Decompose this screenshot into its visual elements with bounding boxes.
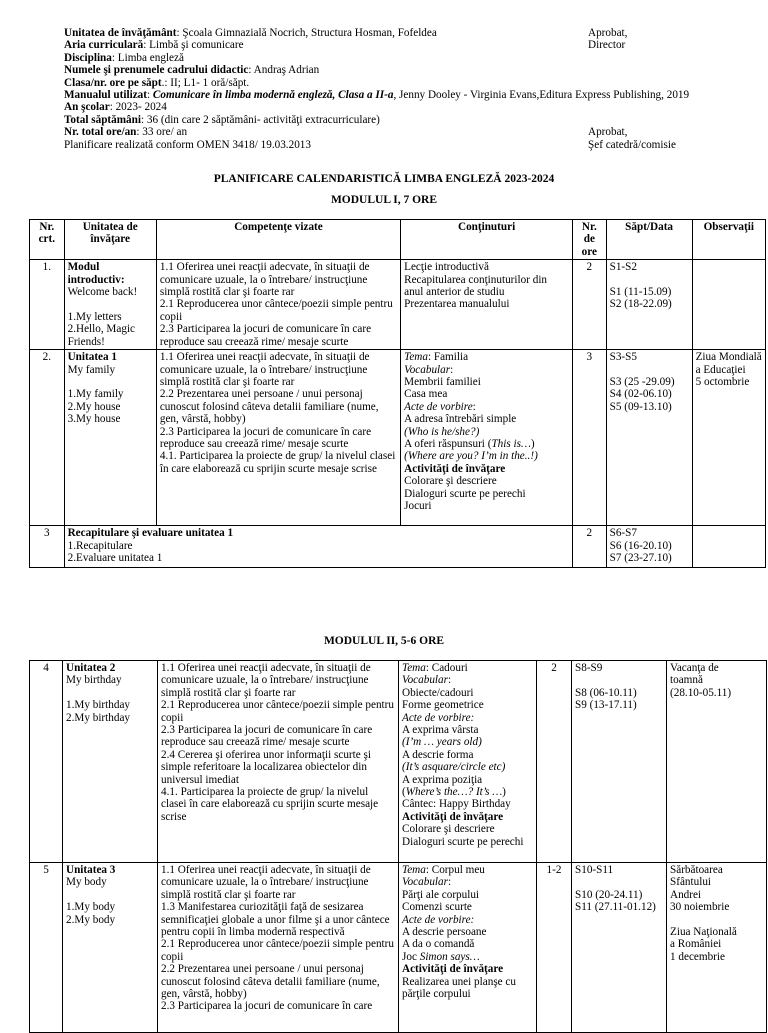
row-unit: Modul introductiv: Welcome back! 1.My letters 2.Hello, Magic Friends! [64,260,156,350]
row-observations: Sărbătoarea Sfântului Andrei 30 noiembrie Ziua Naţională a României 1 decembrie [667,863,767,1033]
row-unit: Unitatea 1 My family 1.My family 2.My house 3.My house [64,350,156,526]
table-row [30,863,767,1033]
header-line-teacher: Numele şi prenumele cadrului didactic: Andraş Adrian [64,64,320,77]
table-row [30,350,766,526]
module2-table [29,660,767,1033]
row-observations [692,526,765,568]
row-hours: 1-2 [537,863,572,1033]
approved-head-1: Aprobat, [588,126,628,139]
col-header-nr: Nr. crt. [30,220,65,260]
row-weeks: S6-S7 S6 (16-20.10) S7 (23-27.10) [606,526,692,568]
row-contents: Tema: Corpul meu Vocabular: Părţi ale corpului Comenzi scurte Acte de vorbire: A descrie persoane A da o comandă Joc Simon says… Activităţi de învăţare Realizarea unei planşe cu părţile corpului [399,863,537,1033]
col-header-competences: Competenţe vizate [156,220,400,260]
col-header-contents: Conţinuturi [401,220,573,260]
row-contents: Tema: Familia Vocabular: Membrii familiei Casa mea Acte de vorbire: A adresa întrebări simple (Who is he/she?) A oferi răspunsuri (This is…) (Where are you? I’m in the..!) Activităţi de învăţare Colorare şi descriere Dialoguri scurte pe perechi Jocuri [401,350,573,526]
row-nr: 1. [30,260,65,350]
row-hours: 2 [573,260,607,350]
row-observations [692,260,765,350]
header-line-discipline: Disciplina: Limba engleză [64,51,184,64]
document-header [64,27,744,151]
row-unit: Recapitulare şi evaluare unitatea 1 1.Recapitulare 2.Evaluare unitatea 1 [64,526,572,568]
row-weeks: S3-S5 S3 (25 -29.09) S4 (02-06.10) S5 (09-13.10) [606,350,692,526]
approved-director-2: Director [588,39,626,52]
row-competences: 1.1 Oferirea unei reacţii adecvate, în situaţii de comunicare uzuale, la o întrebare/ instrucţiune simplă rostită clar şi foarte rar 2.1 Reproducerea unor cântece/poezii simple pentru copii 2.3 Participarea la jocuri de comunicare în care reproduce sau creează rime/ mesaje scurte [156,260,400,350]
approved-head-2: Şef catedră/comisie [588,138,676,151]
row-hours: 2 [573,526,607,568]
header-line-weeks: Total săptămâni: 36 (din care 2 săptămâni- activităţi extracurriculare) [64,113,380,126]
col-header-weeks: Săpt/Data [606,220,692,260]
col-header-hours: Nr. de ore [573,220,607,260]
row-nr: 3 [30,526,65,568]
row-nr: 5 [30,863,63,1033]
header-line-area: Aria curriculară: Limbă şi comunicare Director [64,39,626,52]
module1-title: MODULUL I, 7 ORE [330,194,438,206]
row-weeks: S8-S9 S8 (06-10.11) S9 (13-17.11) [572,661,667,863]
header-line-manual: Manualul utilizat: Comunicare în limba modernă engleză, Clasa a II-a, Jenny Dooley - Virginia Evans,Editura Express Publishing, 2019 [64,88,690,101]
module1-table [29,219,766,568]
row-competences: 1.1 Oferirea unei reacţii adecvate, în situaţii de comunicare uzuale, la o întrebare/ instrucţiune simplă rostită clar şi foarte rar 1.3 Manifestarea curiozităţii faţă de sesizarea semnificaţiei globale a unor filme şi a unor cântece pentru copii în limba modernă respectivă 2.1 Reproducerea unor cântece/poezii simple pentru copii 2.2 Prezentarea unei persoane / unui personaj cunoscut folosind câteva detalii familiare (nume, gen, vârstă, hobby) 2.3 Participarea la jocuri de comunicare în care [158,863,399,1033]
row-hours: 2 [537,661,572,863]
table-row [30,526,766,568]
col-header-unit: Unitatea de învăţare [64,220,156,260]
header-line-class: Clasa/nr. ore pe săpt.: II; L1- 1 oră/săpt. [64,76,250,89]
row-hours: 3 [573,350,607,526]
module2-title: MODULUL II, 5-6 ORE [323,635,445,647]
row-observations: Vacanţa de toamnă (28.10-05.11) [667,661,767,863]
row-competences: 1.1 Oferirea unei reacţii adecvate, în situaţii de comunicare uzuale, la o întrebare/ instrucţiune simplă rostită clar şi foarte rar 2.1 Reproducerea unor cântece/poezii simple pentru copii 2.3 Participarea la jocuri de comunicare în care reproduce sau creează rime/ mesaje scurte 2.4 Cererea şi oferirea unor informaţii scurte şi simple referitoare la localizarea obiectelor din universul imediat 4.1. Participarea la proiecte de grup/ la nivelul clasei în care elaborează cu sprijin scurte mesaje scrise [158,661,399,863]
row-observations: Ziua Mondială a Educaţiei 5 octombrie [692,350,765,526]
row-weeks: S1-S2 S1 (11-15.09) S2 (18-22.09) [606,260,692,350]
row-nr: 2. [30,350,65,526]
header-line-hours: Nr. total ore/an: 33 ore/ an Aprobat, [64,126,628,139]
header-line-year: An şcolar: 2023- 2024 [64,101,167,114]
table-row [30,661,767,863]
header-line-school: Unitatea de învăţământ: Şcoala Gimnazială Nocrich, Structura Hosman, Fofeldea Aprobat, [64,27,628,39]
row-weeks: S10-S11 S10 (20-24.11) S11 (27.11-01.12) [572,863,667,1033]
row-contents: Lecţie introductivă Recapitularea conţinuturilor din anul anterior de studiu Prezentarea manualului [401,260,573,350]
approved-director-1: Aprobat, [588,27,628,39]
table-header-row [30,220,766,260]
document-title: PLANIFICARE CALENDARISTICĂ LIMBA ENGLEZĂ 2023-2024 [213,173,555,185]
col-header-observations: Observaţii [692,220,765,260]
header-line-omen: Planificare realizată conform OMEN 3418/ 19.03.2013 Şef catedră/comisie [64,138,676,151]
row-contents: Tema: Cadouri Vocabular: Obiecte/cadouri Forme geometrice Acte de vorbire: A exprima vârsta (I’m … years old) A descrie forma (It’s asquare/circle etc) A exprima poziţia (Where’s the…? It’s …) Cântec: Happy Birthday Activităţi de învăţare Colorare şi descriere Dialoguri scurte pe perechi [399,661,537,863]
row-unit: Unitatea 3 My body 1.My body 2.My body [63,863,158,1033]
row-nr: 4 [30,661,63,863]
row-unit: Unitatea 2 My birthday 1.My birthday 2.My birthday [63,661,158,863]
row-competences: 1.1 Oferirea unei reacţii adecvate, în situaţii de comunicare uzuale, la o întrebare/ instrucţiune simplă rostită clar şi foarte rar 2.2 Prezentarea unei persoane / unui personaj cunoscut folosind câteva detalii familiare (nume, gen, vârstă, hobby) 2.3 Participarea la jocuri de comunicare în care reproduce sau creează rime/ mesaje scurte 4.1. Participarea la proiecte de grup/ la nivelul clasei în care elaborează cu sprijin scurte mesaje scrise [156,350,400,526]
table-row [30,260,766,350]
